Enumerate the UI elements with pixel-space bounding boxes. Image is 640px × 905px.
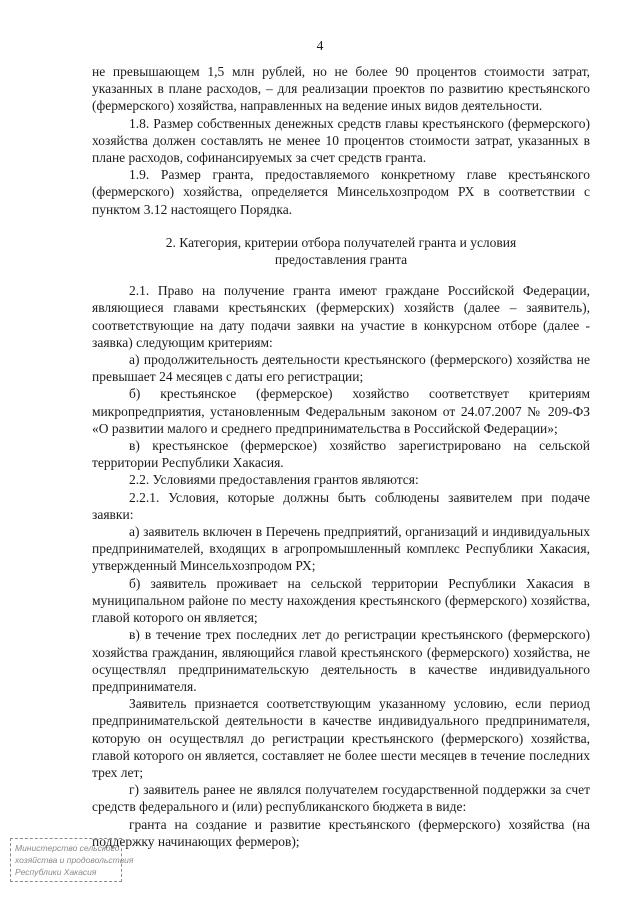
section-heading-line-2: предоставления гранта [274, 252, 408, 268]
section-heading [92, 234, 590, 268]
paragraph: г) заявитель ранее не являлся получателем государственной поддержки за счет средств федерального и (или) республиканского бюджета в виде: [92, 782, 590, 815]
section-paragraphs [92, 282, 590, 850]
paragraph: б) крестьянское (фермерское) хозяйство соответствует критериям микропредприятия, установленным Федеральным законом от 24.07.2007 № 209-ФЗ «О развитии малого и среднего предпринимательства в Российской Федерации»; [92, 386, 590, 436]
section-heading-line-1: 2. Категория, критерии отбора получателей гранта и условия [165, 234, 517, 250]
paragraph: в) в течение трех последних лет до регистрации крестьянского (фермерского) хозяйства гражданин, являющийся главой крестьянского (фермерского) хозяйства, не осуществлял предпринимательскую деятельность в качестве индивидуального предпринимателя. [92, 627, 590, 694]
document-body [92, 63, 590, 850]
scan-stamp [10, 838, 134, 882]
paragraph: а) заявитель включен в Перечень предприятий, организаций и индивидуальных предпринимателей, входящих в агропромышленный комплекс Республики Хакасия, утвержденный Минсельхозпродом РХ; [92, 524, 590, 574]
paragraph: 2.2.1. Условия, которые должны быть соблюдены заявителем при подаче заявки: [92, 489, 590, 522]
paragraph: 1.8. Размер собственных денежных средств главы крестьянского (фермерского) хозяйства должен составлять не менее 10 процентов стоимости затрат, указанных в плане расходов, софинансируемых за счет средств гранта. [92, 115, 590, 166]
paragraph: Заявитель признается соответствующим указанному условию, если период предпринимательской деятельности в качестве индивидуального предпринимателя, которую он осуществлял до регистрации крестьянского (фермерского) хозяйства, главой которого он является, составляет не более шести месяцев в течение последних трех лет; [92, 696, 590, 780]
stamp-line-1: Министерство сельского [15, 843, 120, 853]
paragraph: 2.2. Условиями предоставления грантов являются: [129, 472, 419, 488]
page-number: 4 [316, 38, 324, 53]
intro-paragraphs [92, 63, 590, 218]
paragraph: а) продолжительность деятельности крестьянского (фермерского) хозяйства не превышает 24 месяцев с даты его регистрации; [92, 352, 590, 385]
paragraph: 1.9. Размер гранта, предоставляемого конкретному главе крестьянского (фермерского) хозяйства, определяется Минсельхозпродом РХ в соответствии с пунктом 3.12 настоящего Порядка. [92, 167, 590, 217]
paragraph: 2.1. Право на получение гранта имеют граждане Российской Федерации, являющиеся главами крестьянских (фермерских) хозяйств (далее – заявитель), соответствующие на дату подачи заявки на участие в конкурсном отборе (далее - заявка) следующим критериям: [92, 283, 590, 350]
paragraph: б) заявитель проживает на сельской территории Республики Хакасия в муниципальном районе по месту нахождения крестьянского (фермерского) хозяйства, главой которого он является; [92, 575, 590, 626]
stamp-line-3: Республики Хакасия [15, 867, 97, 877]
paragraph: не превышающем 1,5 млн рублей, но не более 90 процентов стоимости затрат, указанных в плане расходов, – для реализации проектов по развитию крестьянского (фермерского) хозяйства, направленных на ведение иных видов деятельности. [92, 64, 590, 114]
paragraph: гранта на создание и развитие крестьянского (фермерского) хозяйства (на поддержку начинающих фермеров); [92, 816, 590, 849]
stamp-line-2: хозяйства и продовольствия [15, 855, 134, 865]
paragraph: в) крестьянское (фермерское) хозяйство зарегистрировано на сельской территории Республики Хакасия. [92, 438, 590, 471]
